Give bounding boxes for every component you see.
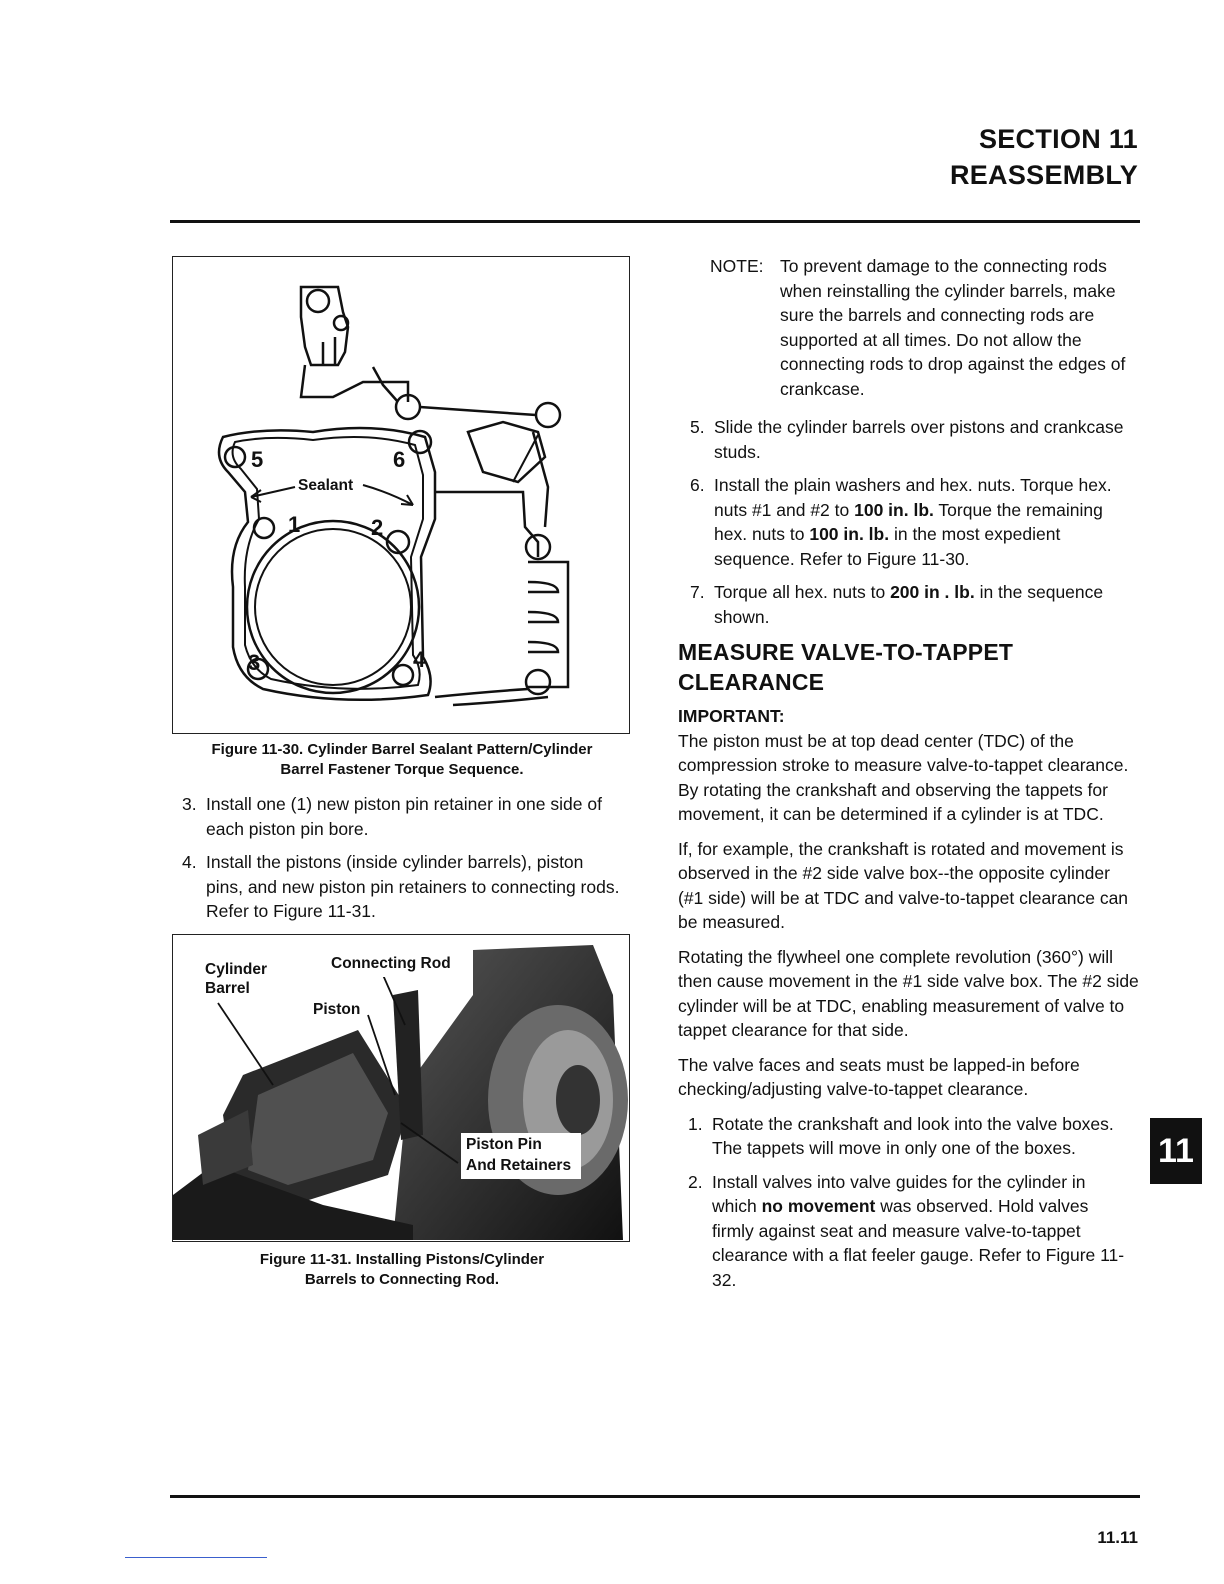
stud-number-3: 3: [248, 650, 261, 675]
measure-steps: [678, 1112, 1128, 1293]
list-item: [688, 1170, 1128, 1293]
note-label: NOTE:: [710, 256, 764, 276]
heading-line: MEASURE VALVE-TO-TAPPET: [678, 639, 1014, 665]
step-number: 5.: [690, 417, 705, 437]
right-steps: [690, 415, 1140, 638]
note-block: [710, 254, 1145, 401]
cylinder-label: Cylinder: [205, 961, 268, 978]
header-rule: [170, 220, 1140, 223]
caption-line: Barrels to Connecting Rod.: [304, 1271, 500, 1288]
step-number: 1.: [688, 1113, 703, 1134]
step-number: 6.: [690, 475, 705, 495]
paragraph: The piston must be at top dead center (TDC) of the compression stroke to measure valve-to-tappet clearance. By rotating the crankshaft and observing the tappets for movement, it can be determined if a cylinder is at TDC.: [678, 730, 1129, 824]
list-item: [690, 415, 1140, 464]
step-number: 3.: [182, 794, 197, 814]
step-text: Install the pistons (inside cylinder barrels), piston pins, and new piston pin retainers to connecting rods. Refer to Figure 11-31.: [206, 852, 620, 921]
page-number: 11.11: [1097, 1528, 1138, 1547]
section-title: REASSEMBLY: [949, 160, 1138, 190]
stud-number-1: 1: [288, 512, 301, 537]
caption-line: Figure 11-31. Installing Pistons/Cylinder: [259, 1251, 545, 1268]
stud-number-6: 6: [393, 447, 406, 472]
step-text: Install one (1) new piston pin retainer in one side of each piston pin bore.: [206, 794, 602, 839]
step-text: in the sequence shown.: [714, 582, 1104, 627]
piston-pin-label: Piston Pin: [466, 1136, 542, 1153]
torque-value: 100 in. lb.: [809, 524, 890, 544]
figure-11-31-caption: [172, 1250, 632, 1290]
figure-11-30-caption: [172, 740, 632, 780]
caption-line: Figure 11-30. Cylinder Barrel Sealant Pattern/Cylinder: [211, 741, 593, 758]
measure-heading: [678, 637, 1138, 697]
piston-label: Piston: [313, 1001, 361, 1018]
step-text: Torque the remaining hex. nuts to: [714, 499, 1103, 544]
paragraph: The valve faces and seats must be lapped-in before checking/adjusting valve-to-tappet clearance.: [678, 1054, 1080, 1099]
cylinder-barrel-diagram: [173, 257, 628, 732]
list-item: [688, 1112, 1128, 1161]
stud-number-4: 4: [413, 647, 426, 672]
section-tab: 11: [1150, 1118, 1202, 1184]
paragraph: If, for example, the crankshaft is rotated and movement is observed in the #2 side valve box--the opposite cylinder (#1 side) will be at TDC and valve-to-tappet clearance can be measured.: [678, 838, 1129, 932]
and-retainers-label: And Retainers: [466, 1157, 572, 1174]
step-text: Rotate the crankshaft and look into the valve boxes. The tappets will move in only one of the boxes.: [712, 1113, 1114, 1158]
step-text: Slide the cylinder barrels over pistons and crankcase studs.: [714, 417, 1124, 462]
footer-rule: [170, 1495, 1140, 1498]
figure-11-31: [172, 934, 630, 1242]
barrel-label: Barrel: [205, 980, 250, 997]
figure-11-30: [172, 256, 630, 734]
paragraph: Rotating the flywheel one complete revolution (360°) will then cause movement in the #1 side valve box. The #2 side cylinder will be at TDC, enabling measurement of valve to tappet clearance for that side.: [678, 946, 1139, 1040]
step-number: 2.: [688, 1171, 703, 1192]
step-number: 4.: [182, 852, 197, 872]
step-text: in the most expedient sequence. Refer to Figure 11-30.: [714, 524, 1061, 569]
torque-value: 100 in. lb.: [854, 499, 934, 520]
caption-line: Barrel Fastener Torque Sequence.: [280, 761, 524, 778]
step-text: Install the plain washers and hex. nuts. Torque hex. nuts #1 and #2 to: [714, 475, 1112, 520]
list-item: [182, 792, 622, 841]
section-number: SECTION 11: [978, 124, 1138, 154]
left-steps: [182, 792, 622, 933]
heading-line: CLEARANCE: [678, 669, 825, 695]
list-item: [690, 473, 1140, 571]
torque-value: 200 in . lb.: [890, 582, 975, 602]
emphasis: no movement: [761, 1196, 876, 1216]
stud-number-5: 5: [251, 447, 264, 472]
sealant-label: Sealant: [298, 477, 354, 494]
step-text: Install valves into valve guides for the cylinder in which: [712, 1171, 1086, 1216]
step-number: 7.: [690, 582, 705, 602]
measure-body: [678, 704, 1140, 1301]
stud-number-2: 2: [371, 515, 384, 540]
step-text: was observed. Hold valves firmly against seat and measure valve-to-tappet clearance with a flat feeler gauge. Refer to Figure 11-32.: [712, 1196, 1125, 1290]
important-label: IMPORTANT:: [678, 706, 785, 726]
note-text: To prevent damage to the connecting rods when reinstalling the cylinder barrels, make sure the barrels and connecting rods are supported at all times. Do not allow the connecting rods to drop against the edges of crankcase.: [780, 256, 1126, 399]
footnote-rule: [125, 1557, 267, 1558]
list-item: [182, 850, 622, 924]
connecting-rod-label: Connecting Rod: [331, 955, 451, 972]
list-item: [690, 580, 1140, 629]
step-text: Torque all hex. nuts to: [714, 582, 891, 602]
